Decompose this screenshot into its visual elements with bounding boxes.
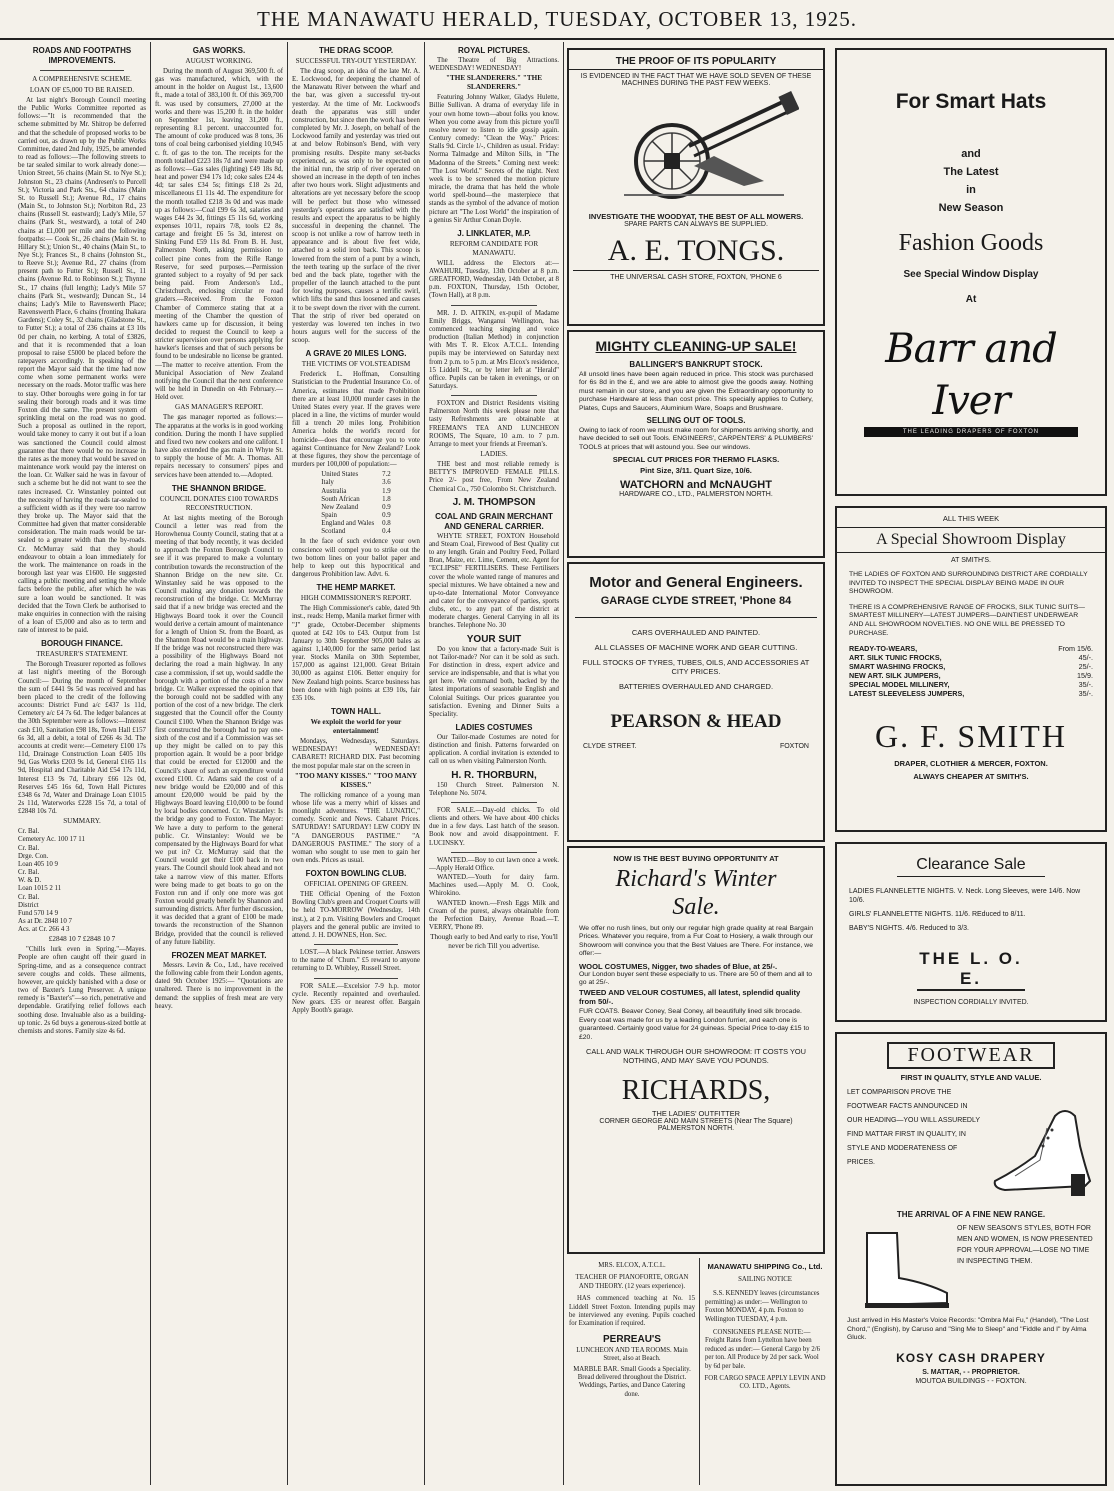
smith-body: THE LADIES OF FOXTON AND SURROUNDING DISTRICT ARE CORDIALLY INVITED TO INSPECT THE SPECIAL DISPLAY BEING MADE IN OUR SHOWROOM. <box>849 571 1088 596</box>
suit-heading: YOUR SUIT <box>466 633 522 645</box>
gfsmith-tagline: ALWAYS CHEAPER AT SMITH'S. <box>913 772 1029 782</box>
clean-title: MIGHTY CLEANING-UP SALE! <box>595 338 797 354</box>
article-drag-scoop: The drag scoop, an idea of the late Mr. A. E. Lockwood, for deepening the channel of the Manawatu River between the wharf and the bar, was given a successful try-out yesterday. At the time of Mr. Lockwood's death the apparatus was still under construction, but since then the work has been completed by Mr. J. Joseph, on behalf of the Lockwood family and yesterday was tried out at and below Robinson's Bend, with very promising results. Despite many set-backs experienced, as was only to be expected on the initial run, the strip of river operated on showed an increase in the depth of ten inches after two hours work. Slight adjustments and alterations are yet necessary before the scoop will be perfect but those who witnessed yesterday's operations are satisfied with the results and expect the apparatus to be highly successful in deepening the channel. The scoop is not unlike a row of harrow teeth in appearance and is about five feet wide, attached to a solid iron back. This scoop is lowered from the stern of a punt by a winch, the teeth tearing up the surface of the river bed and the back plate, together with the propeller of the launch attached to the punt for towing purposes, causes a terrific swirl, which lifts the sand thus loosened and causes it to be swept down the river with the current. That the strip of river bed operated on yesterday was lowered ten inches in two hours augurs well for the success of the scoop. <box>292 68 420 345</box>
column-2 <box>155 42 283 1485</box>
article-roads: At last night's Borough Council meeting the Public Works Committee reported as follows:—"It is recommended that the scheme submitted by Mr. Shitrop be deferred and that the schedule of proposed works to be carried out, as drawn up by the Public Works Committee, dated 2nd July, 1925, be amended to read as follows:—The following streets to be tar sealed similar to work already done:— Union Street, 56 chains (Main St. to Nye St.); Johnston St., 23 chains (Andresen's to Purcell St.); Victoria and Park Sts., 64 chains (Main St. to Russell St.); Avenue Rd., 17 chains (Main St., to Johnston St.); Norbiton Rd., 23 chains (Russell St. eastward); Lady's Mile, 57 chains (Park St., westward), a total of 240 chains at £1,000 per mile and the following footpaths:— Cook St., 26 chains (Main St. to Hillary St.); Union St., 40 chains (Main St., to Nye St.); Frances St., 8 chains (Johnston St., to Reeve St.); Avenue Rd., 27 chains (from present path to Futter St.); Russell St., 11 chains (Avenue Rd. to Robinson St.); Thynne St., 17 chains (full length); Lady's Mile 57 chains (Park St., westward); Duncan St., 14 chains; Lady's Mile to Ravenswerth Place; Ravenswerth Place, 6 chains (fronting Ihakara Gardens); Coley St., 32 chains (Gladstone St., to Futter St.); a total of 236 chains at £3 10s 0d per chain, no kerbing. A total of £3826, and that it is recommended that a loan proposal to raise £5000 be placed before the ratepayers accordingly. In speaking of the report the Mayor said that the time had now come when some permanent works were necessary on the roads. Motor traffic was here to stay. Other boroughs were going in for tar sealing their borough roads and it was time Foxton did the same. The present system of sprinkling metal on the road was no good. Such a proposal as outlined in the report, would take money to carry it out but if a loan was sanctioned the Council could almost guarantee that there would be no increase in the rates as the money that would be saved on maintenance work would pay the interest on the loan. Cr. Walker said he was in favour of such a scheme but he did not want to see the rates increased. Cr. Winstanley pointed out the necessity of having the roads tar-sealed to a sufficient width as if they were too narrow they broke up. The Mayor said that the Committee had given that matter considerable consideration. The main roads would be tar-sealed to a greater width than the by-roads. Cr. McMurray said that they should endeavour to obtain a loan immediately for the work. The maintenance on roads in the borough last year was £1600. He suggested calling a public meeting and setting the whole facts before the public, after which he was sure a loan would be sanctioned. It was decided that the Town Clerk be authorised to make enquiries in connection with the raising of a loan of £5,000 and also as to term and rate of interest to be paid. <box>18 97 146 635</box>
costumes-heading: LADIES COSTUMES <box>455 723 533 732</box>
summary-row: Loan 1015 2 11 <box>18 885 62 893</box>
summary-row: W. & D. <box>18 877 42 885</box>
richards-wool-b: Our London buyer sent these especially to us. There are 50 of them and all to go at 25/-. <box>579 970 812 987</box>
thorburn-body: 150 Church Street. Palmerston N. Telephone No. 5074. <box>429 781 559 797</box>
ad-cleaning-sale <box>567 330 825 558</box>
headline-hemp: THE HEMP MARKET. <box>316 583 396 593</box>
ad-barr-iver <box>835 48 1107 496</box>
barr-iver-script: Barr and Iver <box>885 326 1057 424</box>
summary-row: Cr. Bal. <box>18 869 40 877</box>
clean-body: All unsold lines have been again reduced in price. This stock was purchased for 6s 8d in the £, and we are able to almost give the goods away. Nothing must remain in our store, and you are given the Extraordinary opportunity to purchase Hardware at less than cost price. This specially applies to Cutlery, Plates, Cups and Saucers, Aluminium Ware, Soaps and Brushware. <box>579 371 813 412</box>
town-hall-tagline: We exploit the world for your entertainment! <box>310 718 402 736</box>
thompson-coal: COAL AND GRAIN MERCHANT AND GENERAL CARRIER. <box>435 511 553 531</box>
watchorn-sub: HARDWARE CO., LTD., PALMERSTON NORTH. <box>619 491 773 499</box>
hats-in: in <box>966 184 976 196</box>
motor-line: FULL STOCKS OF TYRES, TUBES, OILS, AND ACCESSORIES AT CITY PRICES. <box>582 658 810 676</box>
perreau-body: LUNCHEON AND TEA ROOMS. Main Street, also at Beach. <box>576 1346 688 1363</box>
summary-row: Loan 405 10 9 <box>18 860 58 868</box>
list-item: READY-TO-WEARS, From 15/6. <box>849 644 1093 654</box>
richards-sub: THE LADIES' OUTFITTER <box>651 1109 741 1119</box>
summary-heading: SUMMARY. <box>63 817 101 826</box>
table-row: Italy 3.6 <box>321 479 391 487</box>
table-row: Spain 0.9 <box>321 511 391 519</box>
article-chills: "Chills lurk even in Spring."—Mayes. People are often caught off their guard in Spring-time, and as a consequence contract severe coughs and colds. These ailments, however, are quickly banished with a dose or two of Baxter's Lung Preserver. A unique remedy is "Baxter's"—so rich, penetrative and dependable. Gratifying relief follows each soothing dose. Invaluable also as a building-up tonic. 2s 6d buys a generous-sized bottle at chemists and stores. Family size 4s 6d. <box>18 946 146 1035</box>
elcox-name: MRS. ELCOX, A.T.C.L. <box>598 1262 666 1269</box>
richards-name: RICHARDS, <box>621 1075 771 1107</box>
hats-and: and <box>961 148 981 160</box>
motor-sub: GARAGE CLYDE STREET, 'Phone 84 <box>600 595 792 607</box>
table-row: New Zealand 0.9 <box>321 503 391 511</box>
boot-illustration <box>847 1223 957 1313</box>
richards-tweed: TWEED AND VELOUR COSTUMES, all latest, splendid quality from 50/-. <box>579 988 801 1007</box>
loe-invitation: INSPECTION CORDIALLY INVITED. <box>913 999 1029 1006</box>
ad-proof-popularity <box>567 48 825 326</box>
footwear-title: FOOTWEAR <box>887 1042 1055 1069</box>
clearance-item: LADIES FLANNELETTE NIGHTS. V. Neck. Long Sleeves, were 14/6. Now 10/6. <box>849 888 1081 904</box>
richards-body: We offer no rush lines, but only our regular high grade quality at real Bargain Prices. Whatever you require, from a Fur Coat to Hosiery, a walk through our Showroom will convince you that the Best Values are There. For instance, we offer:— <box>579 925 813 958</box>
summary-row: Cr. Bal. <box>18 893 40 901</box>
thompson-body: WHYTE STREET, FOXTON Household and Steam Coal, Firewood of Best Quality cut to any length. Grain and Poultry Feed, Pollard Bran, Maize, etc. Lime, Cement, etc. Agent for "ECLIPSE" FERTILISERS. These Fertilisers cover the whole wanted range of manures and special mixtures. We have obtained a new and up-to-date International Motor Conveyance and cater for the conveyance of parties, sports clubs, etc., to any part of the district at moderate charges. General Carrying in all its branches. Telephone No. 30 <box>429 532 559 630</box>
hats-fashion: Fashion Goods <box>898 230 1044 256</box>
subhead-hemp: HIGH COMMISSIONER'S REPORT. <box>300 594 412 603</box>
headline-royal-pictures: ROYAL PICTURES. <box>457 46 530 55</box>
column-rule <box>150 42 151 1485</box>
richards-wool: WOOL COSTUMES, Nigger, two shades of Blue, at 25/-. <box>579 961 778 971</box>
masthead <box>0 0 1114 40</box>
list-item: NEW ART. SILK JUMPERS, 15/9. <box>849 671 1093 681</box>
headline-drag-scoop: THE DRAG SCOOP. <box>318 46 394 55</box>
subhead-loan: LOAN OF £5,000 TO BE RAISED. <box>29 86 135 94</box>
proof-title: THE PROOF OF ITS POPULARITY <box>569 56 823 70</box>
summary-row: Cemetery Ac. 100 17 11 <box>18 836 85 844</box>
table-row: Scotland 0.4 <box>321 528 391 536</box>
summary-row: Acs. at Cr. 266 4 3 <box>18 926 70 934</box>
notice-wanted-youth: WANTED.—Youth for dairy farm. Machines used.—Apply M. O. Cook, Whirokino. <box>429 874 559 898</box>
article-finance: The Borough Treasurer reported as follows at last night's meeting of the Borough Council:— During the month of September the sum of £441 9s 5d was received and has been placed to the credit of the following accounts: District Fund a/c £437 1s 11d, Cemetery a/c £4 7s 6d. The ledger balances at the 30th September were as follows:—Interest cash £10, Sanitation £98 18s, Town Hall £157 6s 3d, all a debit, a total of £266 4s 3d. The accounts at credit were:—Cemetery £100 17s 11d, Drainage Construction Loan £405 10s 9d, Gas Works £203 9s 1d, General £165 11s 9d, Hospital and Charitable Aid £54 17s 11d, Interest £13 9s 7d, Library £66 12s 0d, Reserves £45 16s 6d, Town Hall Pictures £348 6s 7d, Water and Drainage Loan £1015 2s 11d, Waterworks £228 15s 7d, a total of £2848 10s 7d. <box>18 661 146 816</box>
shipping-consignees: CONSIGNEES PLEASE NOTE:— Freight Rates from Lyttelton have been reduced as under:— General Cargo by 2/6 per ton. All Produce by 2d per sack. Wool by 6d per bale. <box>705 1329 821 1370</box>
hats-at: At <box>965 294 977 305</box>
costumes-body: Our Tailor-made Costumes are noted for distinction and finish. Patterns forwarded on application. A cordial invitation is extended to call on us when visiting Palmerston North. <box>429 734 559 766</box>
loe-title: THE L. O. E. <box>917 949 1025 991</box>
richards-top: NOW IS THE BEST BUYING OPPORTUNITY AT <box>613 854 779 863</box>
column-rule <box>563 42 564 1485</box>
proof-body: IS EVIDENCED IN THE FACT THAT WE HAVE SOLD SEVEN OF THESE MACHINES DURING THE PAST FEW WEEKS. <box>580 73 812 87</box>
perreau-bar: MARBLE BAR. Small Goods a Speciality. Bread delivered throughout the District. Weddings, Parties, and Dance Catering done. <box>573 1365 691 1398</box>
richards-fur: FUR COATS. Beaver Coney, Seal Coney, all beautifully lined silk brocade. Every coat was made for us by a leading London furrier, and each one is guaranteed. Certainly good value for 24 guineas. Special Price to-day £15 to £20. <box>579 1008 810 1041</box>
hats-latest: The Latest <box>943 166 999 178</box>
article-grave-end: In the face of such evidence your own conscience will compel you to strike out the two bottom lines on your ballot paper and help to keep out this hypocritical and dangerous Prohibition law. Advt. 6. <box>292 538 420 579</box>
notice-chicks: FOR SALE.—Day-old chicks. To old clients and others. We have about 400 chicks due in a few days. Last hatch of the season. Book now and avoid disappointment. F. LUCINSKY. <box>429 806 559 847</box>
smith-body-2: THERE IS A COMPREHENSIVE RANGE OF FROCKS, SILK TUNIC SUITS—SMARTEST MILLINERY—LATEST JUMPERS—DAINTIEST UNDERWEAR AND ALL SHOWROOM NOVELTIES. NO ONE WILL BE PRESSED TO PURCHASE. <box>849 603 1085 637</box>
list-item: SPECIAL MODEL MILLINERY, 35/-. <box>849 680 1093 690</box>
subhead-gas-manager: GAS MANAGER'S REPORT. <box>175 403 263 412</box>
article-gas: During the month of August 369,500 ft. of gas was manufactured, which, with the amount in the holder on August 1st., 13,600 ft., made a total of 383,100 ft. Of this 369,700 ft. was used by consumers, 27,000 at the works and there was 15,200 ft. in the holder on September 1st, leaving 31,200 ft., representing 8.1 percent. unaccounted for. The amount of coke produced was 8 tons, 36 tons of coal being carbonised yielding 10,945 c. ft. of gas to the ton. The receipts for the month totalled £223 18s 7d and were made up as follows:—Gas sales (lighting) £49 18s 8d, heat and power £94 17s 1d; coke sales £24 4s 4d; tar sales £34 5s; fittings £18 2s 2d, miscellaneous £1 11s 4d. The expenditure for the month totalled £218 3s 0d and was made up as follows:—Coal £99 6s 3d, salaries and wages £44 2s 3d, fittings £5 11s 6d, working expenses 10/11, repairs 7/8, tools £2 8s, cartage and freight £6 5s 3d, interest on Sinking Fund £59 11s 8d. From B. H. Just, Palmerston North, asking permission to collect pine cones from the Rifle Range Reserve, for seed purposes.—Permission granted subject to a royalty of 9d per sack being paid. From Anderson's Ltd., Christchurch, enclosing circular re road graders.—Received. From the Foxton Chamber of Commerce stating that at a meeting of the Chamber the question of hawkers came up for discussion, it being decided to request the Council to keep a stricter supervision over persons applying for hawker's licenses and that of such persons be found to be undesirable no license be granted.—The matter to receive attention. From the Municipal Association of New Zealand notifying the Council that the next conference will be held in Dunedin on 4th February.—Held over. <box>155 68 283 402</box>
shipping-agents: FOR CARGO SPACE APPLY LEVIN AND CO. LTD., Agents. <box>704 1375 826 1391</box>
notice-sale: FOR SALE.—Excelsior 7-9 h.p. motor cycle. Recently repainted and overhauled. New gears. £35 or nearest offer. Bargain Apply Booth's garage. <box>292 982 420 1014</box>
kosy-name: KOSY CASH DRAPERY <box>896 1350 1046 1365</box>
article-gas-manager: The gas manager reported as follows:— The apparatus at the works is in good working condition. During the month I have supplied and fixed two new cookers and one califont. I have also extended the gas main in Whyte St. to supply the house of Mr. A. Thomas. All repairs necessary to consumers' pipes and services have been attended to.—Adopted. <box>155 414 283 479</box>
summary-total: £2848 10 7 £2848 10 7 <box>48 935 116 944</box>
notice-freeman: FOXTON and District Residents visiting Palmerston North this week please note that tasty Refreshments are obtainable at FREEMAN'S TEA AND LUNCHEON ROOMS, The Square, 10 a.m. to 7 p.m. Arrange to meet your friends at Freeman's. <box>429 400 559 448</box>
column-1 <box>18 42 146 1485</box>
table-row: United States 7.2 <box>321 471 391 479</box>
ad-richards <box>567 846 825 1254</box>
suit-body: Do you know that a factory-made Suit is not Tailor-made? Nor can it be sold as such. For distinction in dress, expert advice and service are indispensable, and that is what you get here. We command both, backed by the latest importations of seasonable English and Colonial Suitings. Our prices guarantee you satisfaction. Evening and Dinner Suits a Speciality. <box>429 645 559 718</box>
gfsmith-name: G. F. SMITH <box>875 718 1067 755</box>
clearance-title: Clearance Sale <box>897 856 1045 877</box>
column-rule <box>699 1258 700 1485</box>
pearson-address: CLYDE STREET. FOXTON <box>583 743 809 750</box>
shoe-illustration <box>985 1086 1095 1206</box>
proof-invest: INVESTIGATE THE WOODYAT, THE BEST OF ALL MOWERS. <box>588 212 804 221</box>
article-shannon: At last nights meeting of the Borough Council a letter was read from the Horowhenua County Council, stating that at a meeting of that body recently, it was decided to approach the Foxton Borough Council to see if it was prepared to make a voluntary contribution towards the reconstruction of the Shannon Bridge on the new site. Cr. Winstanley said he was opposed to the Council making any donation towards the reconstruction of the bridge. Cr. McMurray said that if a new bridge was erected and the Highways Board took it over the Council would derive a certain amount of maintenance for a length of Union St. from the Board, as the Shannon Road would be a main highway. If the bridge was not reconstructed there was a possibility of the Highways Board not declaring the road a main highway. In any case a commission, if set up, would saddle the borough with a portion of the costs of a new bridge. Cr. Walker expressed the opinion that the borough could not be saddled with any portion of the cost of a new bridge. The clerk suggested that the Council offer the County Council £100. When the Shannon Bridge was first constructed the borough had to pay one-sixth of the cost and if a Commission was set up they might be called on to pay this proportion again. It would be a poor bridge that could be erected for £12000 and the Council's share of such an expenditure would exceed £100. Cr. Adams said the cost of a new bridge would be £20,000 and of this amount £20,000 would be paid by the Highways Board leaving £10,000 to be found by local bodies concerned. Cr. Winstanley: Is the bridge any good to Foxton. The Mayor: We have a duty to perform to the general public. Cr. Winstanley: Would we be compensated by the Highways Board for what we put in? Cr. McMurray said that the Council would get their £100 back in two years. The Council should look ahead and not take a narrow view of this matter. Efforts were being made to get boats to go on the Foxton run and if only one more was got Foxton would greatly benefit by Shannon and surrounding districts. After further discussion, it was decided that a grant of £100 be made towards the reconstruction of the Shannon Bridge, provided that the council is relieved of any future liability. <box>155 514 283 946</box>
footwear-row-2 <box>837 1223 1105 1313</box>
headline-linklater: J. LINKLATER, M.P. <box>457 228 531 238</box>
article-grave: Frederick L. Hoffman, Consulting Statistician to the Prudential Insurance Co. of America, estimates that made Prohibition there are at least 10,000 murder cases in the United States every year. If the graves were placed in a line, the victims of murder would fill a trench 20 miles long. Prohibition America holds the world's record for homicide—does that encourage you to vote against Continuance for New Zealand? Look at these figures, they show the percentage of murders per 100,000 of population:— <box>292 371 420 469</box>
thorburn-name: H. R. THORBURN, <box>451 769 537 781</box>
summary-row: As at Dr. 2848 10 7 <box>18 918 72 925</box>
shipping-notice: SAILING NOTICE <box>738 1276 792 1283</box>
elcox-notice: HAS commenced teaching at No. 15 Liddell Street Foxton. Intending pupils may be interviewed any evening. Pupils coached for Examination if required. <box>569 1295 695 1328</box>
subhead-volsteadism: THE VICTIMS OF VOLSTEADISM <box>301 360 411 369</box>
royal-body: The Theatre of Big Attractions. WEDNESDAY! WEDNESDAY! <box>429 57 559 73</box>
subhead-linklater: REFORM CANDIDATE FOR MANAWATU. <box>449 239 539 257</box>
headline-frozen-meat: FROZEN MEAT MARKET. <box>171 950 267 960</box>
footwear-row <box>837 1086 1105 1206</box>
ad-smith-showroom <box>835 506 1107 832</box>
motor-line: BATTERIES OVERHAULED AND CHARGED. <box>618 682 774 691</box>
headline-roads: ROADS AND FOOTPATHS IMPROVEMENTS. <box>32 46 132 65</box>
tongs-name: A. E. TONGS. <box>607 234 785 267</box>
notice-betty: THE best and most reliable remedy is BETTY'S IMPROVED FEMALE PILLS. Price 2/- post free, From New Zealand Chemical Co., 750 Colombo St. Christchurch. <box>429 461 559 493</box>
headline-town-hall: TOWN HALL. <box>330 707 382 717</box>
notice-wanted-eggs: WANTED known.—Fresh Eggs Milk and Cream of the purest, always obtainable from the Perfection Dairy, Avenue Road.—T. VERRY, 'Phone 89. <box>429 899 559 931</box>
subhead-bowling: OFFICIAL OPENING OF GREEN. <box>304 880 408 889</box>
clean-sub: BALLINGER'S BANKRUPT STOCK. <box>629 360 763 369</box>
clearance-item: BABY'S NIGHTS. 4/6. Reduced to 3/3. <box>849 925 970 932</box>
column-4 <box>429 42 559 1485</box>
ad-footwear <box>835 1032 1107 1486</box>
tongs-sub: THE UNIVERSAL CASH STORE, FOXTON, 'PHONE 6 <box>573 270 819 281</box>
summary-list <box>18 828 146 934</box>
kosy-address: MOUTOA BUILDINGS - - FOXTON. <box>915 1377 1027 1385</box>
perreau-name: PERREAU'S <box>603 1333 661 1345</box>
royal-slanderers: "THE SLANDERERS." "THE SLANDERERS." <box>445 74 543 92</box>
smith-week: ALL THIS WEEK <box>942 514 1000 523</box>
subhead-scheme: A COMPREHENSIVE SCHEME. <box>32 75 132 83</box>
headline-gas: GAS WORKS. <box>192 46 246 55</box>
list-item: ART. SILK TUNIC FROCKS, 45/-. <box>849 653 1093 663</box>
summary-row: Cr. Bal. <box>18 844 40 852</box>
subhead-treasurer: TREASURER'S STATEMENT. <box>36 650 128 659</box>
thompson-name: J. M. THOMPSON <box>452 496 536 508</box>
advertise-poem: Though early to bed And early to rise, You'll never be rich Till you advertise. <box>430 933 558 951</box>
town-hall-body: Mondays, Wednesdays, Saturdays. WEDNESDAY! WEDNESDAY! CABARET! RICHARD DIX. Past becoming the most popular male star on the screen in <box>292 738 420 770</box>
table-row: South African 1.8 <box>321 495 391 503</box>
motor-title: Motor and General Engineers. <box>589 574 803 591</box>
summary-row: Fund 570 14 9 <box>18 909 59 917</box>
hats-window: See Special Window Display <box>903 269 1039 280</box>
ad-elcox-perreau <box>567 1258 697 1486</box>
column-rule <box>424 42 425 1485</box>
headline-bowling: FOXTON BOWLING CLUB. <box>305 869 407 879</box>
richards-address: CORNER GEORGE AND MAIN STREETS (Near The Square) PALMERSTON NORTH. <box>599 1118 793 1133</box>
gfsmith-sub: DRAPER, CLOTHIER & MERCER, FOXTON. <box>894 759 1048 769</box>
smith-showroom: A Special Showroom Display <box>837 527 1105 553</box>
headline-grave: A GRAVE 20 MILES LONG. <box>305 349 407 359</box>
hats-title: For Smart Hats <box>895 90 1047 113</box>
clean-body-2: Owing to lack of room we must make room for shipments arriving shortly, and have decided to sell out Tools. ENGINEERS', CARPENTERS' & PLUMBERS' TOOLS at prices that will astound you. See our windows. <box>579 427 813 451</box>
subhead-august: AUGUST WORKING. <box>185 57 253 65</box>
subhead-tryout: SUCCESSFUL TRY-OUT YESTERDAY. <box>295 57 417 65</box>
list-item: LATEST SLEEVELESS JUMPERS, 35/-. <box>849 689 1093 699</box>
article-hemp: The High Commissioner's cable, dated 9th inst., reads: Hemp, Manila market firmer with "J" grade, October-December shipments quoted at £42 10s to £43. Output from 1st January to 30th September 905,000 bales as against 1,140,000 for the same period last year. Stocks Manila on 30th September, 157,000 as against 121,000. Great Britain 30,000 as against £106. Better enquiry for New Zealand high points. Scarce business has been done with high points at £39 10s, fair £35 10s. <box>292 605 420 702</box>
ad-motor-engineers <box>567 562 825 842</box>
footwear-arrival: THE ARRIVAL OF A FINE NEW RANGE. <box>896 1210 1046 1219</box>
notice-lost: LOST.—A black Pekinese terrier. Answers to the name of "Chum." £5 reward to anyone returning to D. Whibley, Russell Street. <box>292 949 420 973</box>
murder-table <box>317 471 395 536</box>
motor-line: ALL CLASSES OF MACHINE WORK AND GEAR CUTTING. <box>594 643 798 652</box>
hats-season: New Season <box>938 202 1004 214</box>
headline-shannon: THE SHANNON BRIDGE. <box>171 483 267 493</box>
subhead-ladies: LADIES. <box>480 450 508 459</box>
pearson-name: PEARSON & HEAD <box>610 711 782 732</box>
richards-call: CALL AND WALK THROUGH OUR SHOWROOM: IT COSTS YOU NOTHING, AND MAY SAVE YOU POUNDS. <box>586 1047 806 1066</box>
column-rule <box>287 42 288 1485</box>
summary-row: District <box>18 901 39 909</box>
table-row: Australia 1.9 <box>321 487 391 495</box>
column-3 <box>292 42 420 1485</box>
article-frozen-meat: Messrs. Levin & Co., Ltd., have received the following cable from their London agents, dated 9th October 1925:— "Quotations are unaltered. There is no improvement in the demand: the supplies of fresh meat are very heavy. <box>155 961 283 1010</box>
smith-price-list <box>837 642 1105 700</box>
clearance-item: GIRLS' FLANNELETTE NIGHTS. 11/6. REduced to 8/11. <box>849 911 1026 918</box>
town-hall-kisses: "TOO MANY KISSES." "TOO MANY KISSES." <box>294 771 418 789</box>
smith-at: AT SMITH'S. <box>951 557 991 564</box>
town-hall-body-2: The rollicking romance of a young man whose life was a merry whirl of kisses and moonlight adventures. "THE LUNATIC," comedy. Scenic and News. Cabaret Prices. SATURDAY! SATURDAY! LEW CODY IN "A DANGEROUS PASTIME." "A DANGEROUS PASTIME." The story of a woman who sought to use men to gain her own ends. Prices as usual. <box>292 791 420 864</box>
royal-body-2: Featuring Johnny Walker, Gladys Hulette, Billie Sullivan. A drama of everyday life in your own home town—about folks you know. When you come away from this picture you'll resolve never to listen to idle gossip again. Century comedy: "Clean the Way." Prices: Stalls 9d. Circle 1/-, Children as usual. Friday: Norma Talmadge and Milton Sills, in "The Madonna of the Streets." Coming next week: "The Lost World." Secrets of the night. Next week is to be screened the motion picture miracle, the drama that has held the whole world spell-bound—the masterpiece that stands as the symbol of the advance of motion picture art "The Lost World" the inspiration of a genius Sir Arthur Conan Doyle. <box>429 94 559 224</box>
motor-line: CARS OVERHAULED AND PAINTED. <box>631 628 761 637</box>
kosy-proprietor: S. MATTAR, - - PROPRIETOR. <box>922 1368 1020 1376</box>
ad-clearance-loe <box>835 842 1107 1022</box>
footwear-body: LET COMPARISON PROVE THE FOOTWEAR FACTS ANNOUNCED IN OUR HEADING—YOU WILL ASSUREDLY FIND MATTAR FIRST IN QUALITY, IN STYLE AND MODERATENESS OF PRICES. <box>847 1089 980 1166</box>
ad-shipping <box>703 1258 827 1486</box>
summary-row: Drge. Con. <box>18 852 49 860</box>
notice-aitkin: MR. J. D. AITKIN, ex-pupil of Madame Emily Briggs, Wanganui Wellington, has commenced teaching singing and voice production (Italian Method) in conjunction with Mrs T. R. Elcox A.T.C.L. Intending pupils may be interviewed on Saturday next from 2 p.m. to 5 p.m. at Mrs Elcox's residence, 15 Liddell St., or by letter left at "Herald" office. Pupils can be taken in evenings, or on Saturdays. <box>429 309 559 390</box>
notice-wanted-boy: WANTED.—Boy to cut lawn once a week.—Apply Herald Office. <box>429 856 559 872</box>
clean-sizes: Pint Size, 3/11. Quart Size, 10/6. <box>640 466 752 476</box>
table-row: England and Wales 0.8 <box>321 520 391 528</box>
proof-spare: SPARE PARTS CAN ALWAYS BE SUPPLIED. <box>624 221 768 228</box>
list-item: SMART WASHING FROCKS, 25/-. <box>849 662 1093 672</box>
shipping-body: S.S. KENNEDY leaves (circumstances permitting) as under:— Wellington to Foxton MONDAY, 4 p.m. Foxton to Wellington TUESDAY, 4 p.m. <box>705 1290 820 1323</box>
watchorn-name: WATCHORN and McNAUGHT <box>620 479 772 492</box>
shipping-title: MANAWATU SHIPPING Co., Ltd. <box>707 1262 823 1271</box>
article-linklater: WILL address the Electors at:— AWAHURI, Tuesday, 13th October at 8 p.m. GREATFORD, Wednesday, 14th October, at 8 p.m. FOXTON, Thursday, 15th October, (Town Hall), at 8 p.m. <box>429 259 559 300</box>
lawn-mower-illustration <box>594 91 799 203</box>
elcox-body: TEACHER OF PIANOFORTE, ORGAN AND THEORY. (12 years experience). <box>575 1274 689 1290</box>
footwear-styles: OF NEW SEASON'S STYLES, BOTH FOR MEN AND WOMEN, IS NOW PRESENTED FOR YOUR APPROVAL—LOSE NO TIME IN INSPECTING THEM. <box>957 1225 1093 1265</box>
headline-finance: BOROUGH FINANCE. <box>41 639 123 649</box>
barr-iver-logo <box>864 323 1078 435</box>
richards-sale-title: Richard's Winter Sale. <box>615 866 777 920</box>
subhead-shannon: COUNCIL DONATES £100 TOWARDS RECONSTRUCTION. <box>159 494 279 512</box>
barr-iver-tagline: THE LEADING DRAPERS OF FOXTON <box>864 427 1078 437</box>
clean-tools: SELLING OUT OF TOOLS. <box>646 416 746 426</box>
clean-flask: SPECIAL CUT PRICES FOR THERMO FLASKS. <box>612 455 780 465</box>
footwear-tagline: FIRST IN QUALITY, STYLE AND VALUE. <box>900 1073 1042 1082</box>
footwear-records: Just arrived in His Master's Voice Records: "Ombra Mai Fu," (Handel), "The Lost Chord," (English), by Caruso and "Sing Me to Sleep" and "Fiddle and I" by Alma Gluck. <box>847 1317 1089 1342</box>
summary-row: Cr. Bal. <box>18 828 40 836</box>
article-bowling: THE Official Opening of the Foxton Bowling Club's green and Croquet Courts will be held TO-MORROW (Wednesday, 14th inst.), at 2 p.m. Visiting Bowlers and Croquet players and the general public are invited to attend. J. H. DOWNES, Hon. Sec. <box>292 891 420 939</box>
masthead-title: THE MANAWATU HERALD, TUESDAY, OCTOBER 13, 1925. <box>257 6 857 31</box>
